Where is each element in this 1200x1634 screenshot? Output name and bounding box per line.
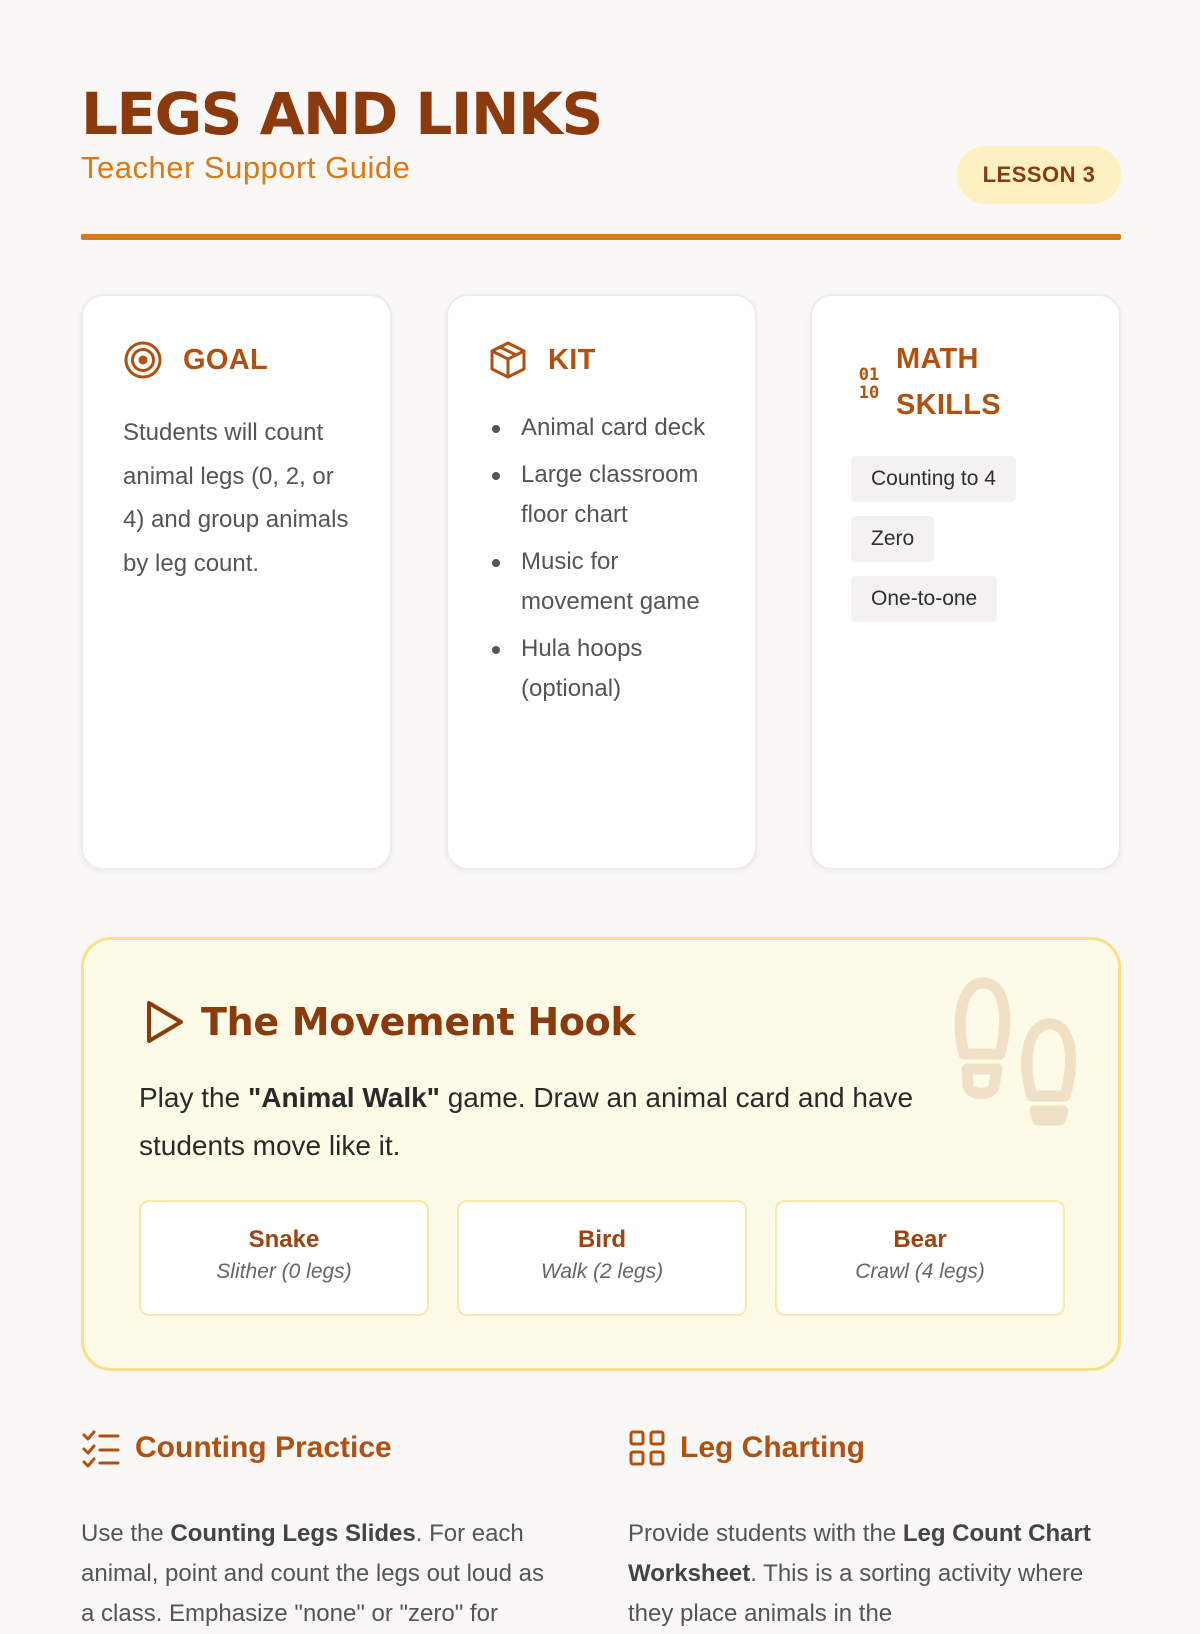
counting-text-before: Use the — [81, 1520, 171, 1547]
animal-card-snake — [139, 1200, 429, 1316]
kit-card — [446, 294, 757, 870]
charting-text-bold: Leg Count Chart Worksheet — [628, 1520, 1091, 1587]
header-divider — [81, 234, 1121, 240]
hook-description — [139, 1074, 999, 1170]
hook-header — [141, 998, 635, 1046]
page-title: LEGS AND LINKS — [81, 80, 602, 148]
leg-charting-title: Leg Charting — [680, 1431, 865, 1464]
skills-list — [851, 456, 1016, 636]
animal-name: Bear — [893, 1226, 947, 1253]
binary-icon — [852, 362, 886, 402]
goal-card — [81, 294, 392, 870]
info-cards — [81, 294, 1121, 870]
math-skills-card-title — [896, 336, 1001, 428]
box-icon — [488, 340, 528, 380]
kit-item: Large classroom floor chart — [488, 455, 728, 535]
counting-practice-text — [81, 1514, 561, 1634]
kit-card-title: KIT — [548, 344, 596, 376]
animal-examples — [139, 1200, 1065, 1316]
hook-text-before: Play the — [139, 1082, 248, 1113]
kit-item: Animal card deck — [488, 408, 728, 448]
animal-movement: Slither (0 legs) — [216, 1260, 352, 1283]
checklist-icon — [81, 1428, 121, 1468]
animal-movement: Walk (2 legs) — [540, 1260, 664, 1283]
lesson-guide-page — [81, 0, 1121, 1627]
lesson-badge: LESSON 3 — [957, 146, 1121, 204]
svg-text:01: 01 — [858, 365, 880, 385]
charting-text-before: Provide students with the — [628, 1520, 903, 1547]
page-subtitle: Teacher Support Guide — [81, 150, 411, 185]
animal-movement: Crawl (4 legs) — [855, 1260, 985, 1283]
page-header — [81, 0, 1121, 240]
goal-card-title: GOAL — [183, 344, 268, 376]
target-icon — [123, 340, 163, 380]
movement-hook-panel — [81, 937, 1121, 1371]
grid-icon — [628, 1429, 666, 1467]
math-title-line2: SKILLS — [896, 389, 1001, 421]
animal-name: Snake — [248, 1226, 320, 1253]
svg-text:10: 10 — [858, 383, 880, 403]
math-skills-card-header — [852, 336, 1001, 428]
counting-text-after: . For each animal, point and count the legs out loud as a class. Emphasize "none" or "zero" for — [81, 1520, 544, 1627]
kit-item: Music for movement game — [488, 542, 728, 622]
counting-practice-title: Counting Practice — [135, 1431, 392, 1464]
goal-text: Students will count animal legs (0, 2, or 4) and group animals by leg count. — [123, 419, 349, 577]
counting-text-bold: Counting Legs Slides — [170, 1520, 416, 1547]
animal-card-bird — [457, 1200, 747, 1316]
leg-charting-header — [628, 1426, 1108, 1470]
kit-item: Hula hoops (optional) — [488, 629, 728, 709]
counting-practice-header — [81, 1426, 561, 1470]
hook-text-bold: "Animal Walk" — [247, 1082, 440, 1113]
counting-practice-section — [81, 1426, 561, 1634]
hook-text-after: game. Draw an animal card and have students move like it. — [139, 1082, 914, 1161]
skill-tag: Zero — [851, 516, 934, 562]
hook-title: The Movement Hook — [201, 1000, 636, 1044]
charting-text-after: . This is a sorting activity where they place animals in the — [628, 1560, 1084, 1627]
leg-charting-section — [628, 1426, 1108, 1634]
skill-tag: One-to-one — [851, 576, 997, 622]
animal-card-bear — [775, 1200, 1065, 1316]
math-title-line1: MATH — [896, 343, 979, 375]
skill-tag: Counting to 4 — [851, 456, 1016, 502]
play-icon — [141, 998, 187, 1046]
math-skills-card — [810, 294, 1121, 870]
kit-list — [488, 408, 728, 716]
leg-charting-text — [628, 1514, 1108, 1634]
kit-card-header — [488, 336, 596, 384]
animal-name: Bird — [578, 1226, 626, 1253]
goal-card-header — [123, 336, 268, 384]
